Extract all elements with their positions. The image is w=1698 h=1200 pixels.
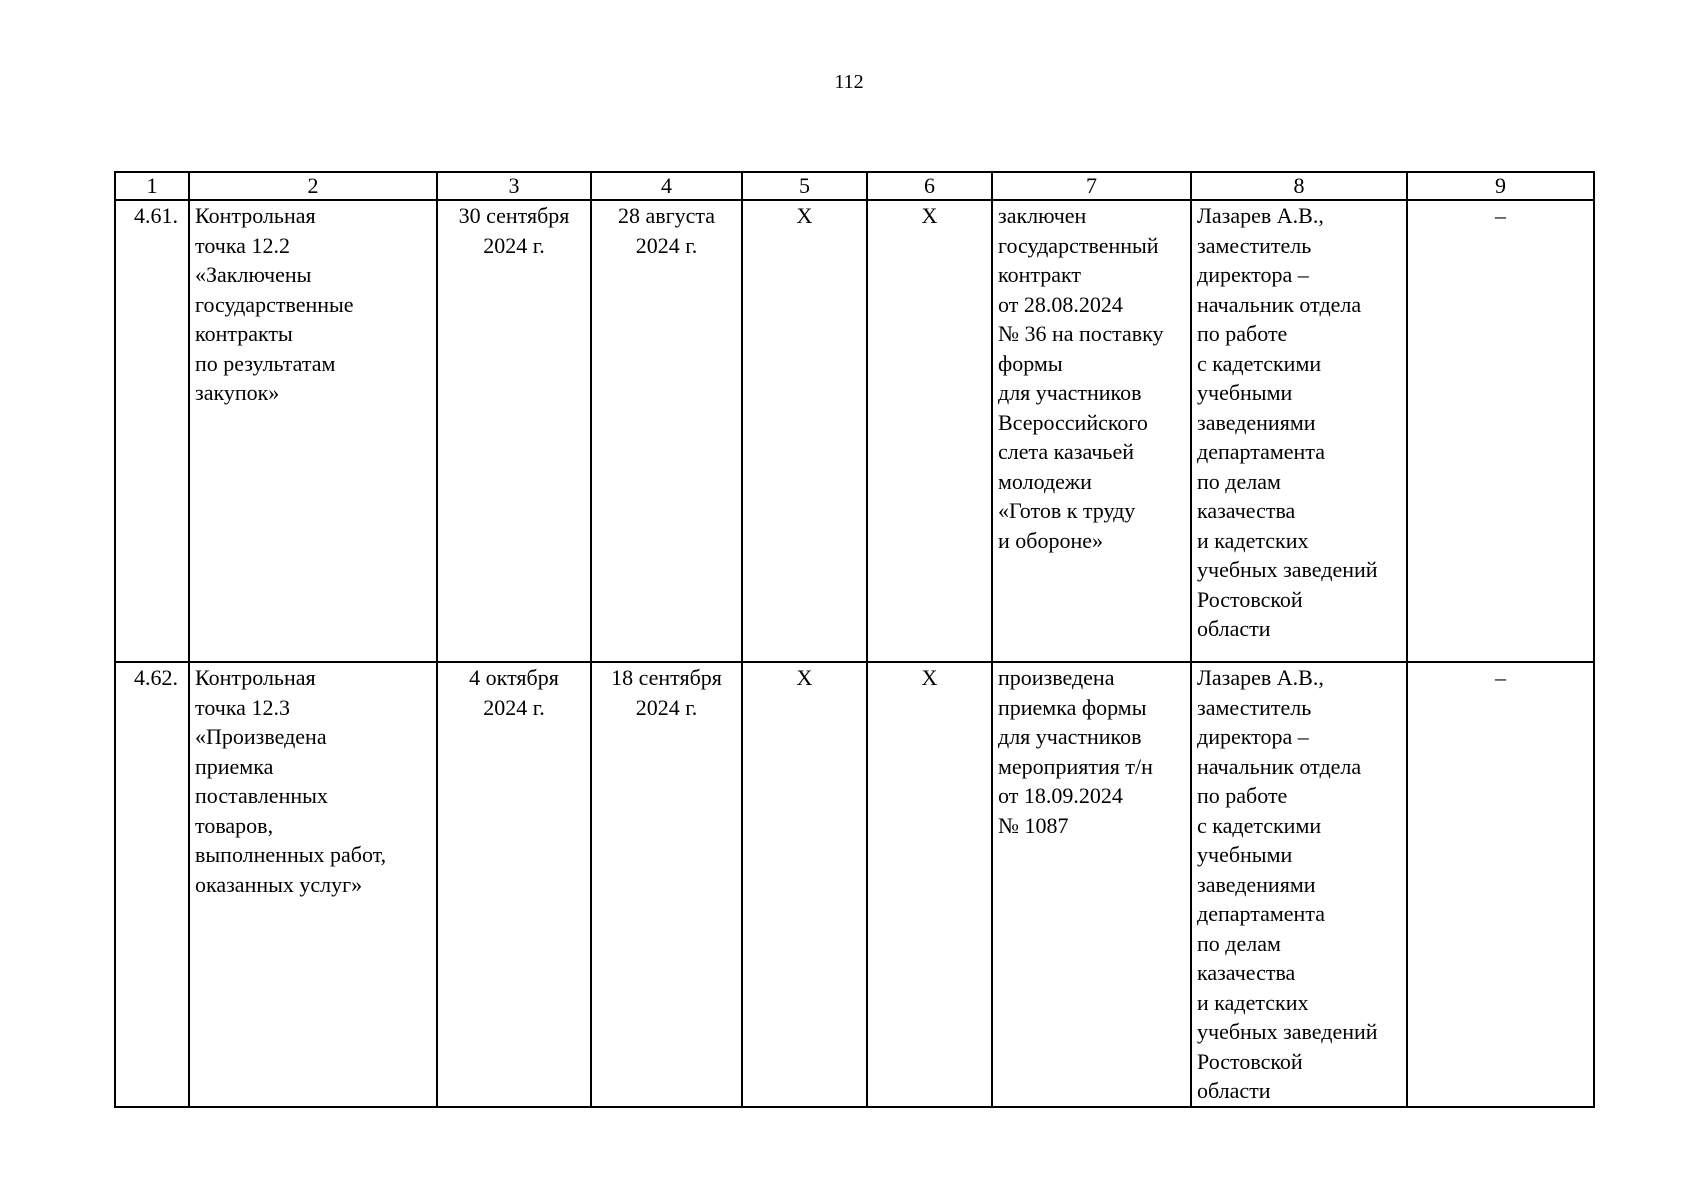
column-6-cell: X bbox=[867, 200, 992, 662]
column-number-header: 6 bbox=[867, 172, 992, 200]
column-number-header: 8 bbox=[1191, 172, 1407, 200]
column-number-header: 7 bbox=[992, 172, 1191, 200]
actual-date-cell: 28 августа 2024 г. bbox=[591, 200, 742, 662]
control-points-table bbox=[114, 171, 1595, 1108]
responsible-cell: Лазарев А.В., заместитель директора – начальник отдела по работе с кадетскими учебными заведениями департамента по делам казачества и кадетских учебных заведений Ростовской области bbox=[1191, 200, 1407, 662]
column-number-header: 5 bbox=[742, 172, 867, 200]
result-cell: заключен государственный контракт от 28.08.2024 № 36 на поставку формы для участников Всероссийского слета казачьей молодежи «Готов к труду и обороне» bbox=[992, 200, 1191, 662]
control-point-name-cell: Контрольная точка 12.2 «Заключены государственные контракты по результатам закупок» bbox=[189, 200, 437, 662]
column-9-cell: – bbox=[1407, 200, 1594, 662]
planned-date-cell: 4 октября 2024 г. bbox=[437, 662, 591, 1107]
column-number-header: 9 bbox=[1407, 172, 1594, 200]
table-header-row bbox=[115, 172, 1594, 200]
actual-date-cell: 18 сентября 2024 г. bbox=[591, 662, 742, 1107]
row-number-cell: 4.61. bbox=[115, 200, 189, 662]
column-number-header: 2 bbox=[189, 172, 437, 200]
row-number-cell: 4.62. bbox=[115, 662, 189, 1107]
table-row bbox=[115, 662, 1594, 1107]
column-5-cell: X bbox=[742, 662, 867, 1107]
table-row bbox=[115, 200, 1594, 662]
control-point-name-cell: Контрольная точка 12.3 «Произведена приемка поставленных товаров, выполненных работ, оказанных услуг» bbox=[189, 662, 437, 1107]
result-cell: произведена приемка формы для участников мероприятия т/н от 18.09.2024 № 1087 bbox=[992, 662, 1191, 1107]
column-number-header: 4 bbox=[591, 172, 742, 200]
column-5-cell: X bbox=[742, 200, 867, 662]
responsible-cell: Лазарев А.В., заместитель директора – начальник отдела по работе с кадетскими учебными заведениями департамента по делам казачества и кадетских учебных заведений Ростовской области bbox=[1191, 662, 1407, 1107]
page-number: 112 bbox=[834, 71, 864, 93]
column-9-cell: – bbox=[1407, 662, 1594, 1107]
column-number-header: 3 bbox=[437, 172, 591, 200]
planned-date-cell: 30 сентября 2024 г. bbox=[437, 200, 591, 662]
column-6-cell: X bbox=[867, 662, 992, 1107]
column-number-header: 1 bbox=[115, 172, 189, 200]
